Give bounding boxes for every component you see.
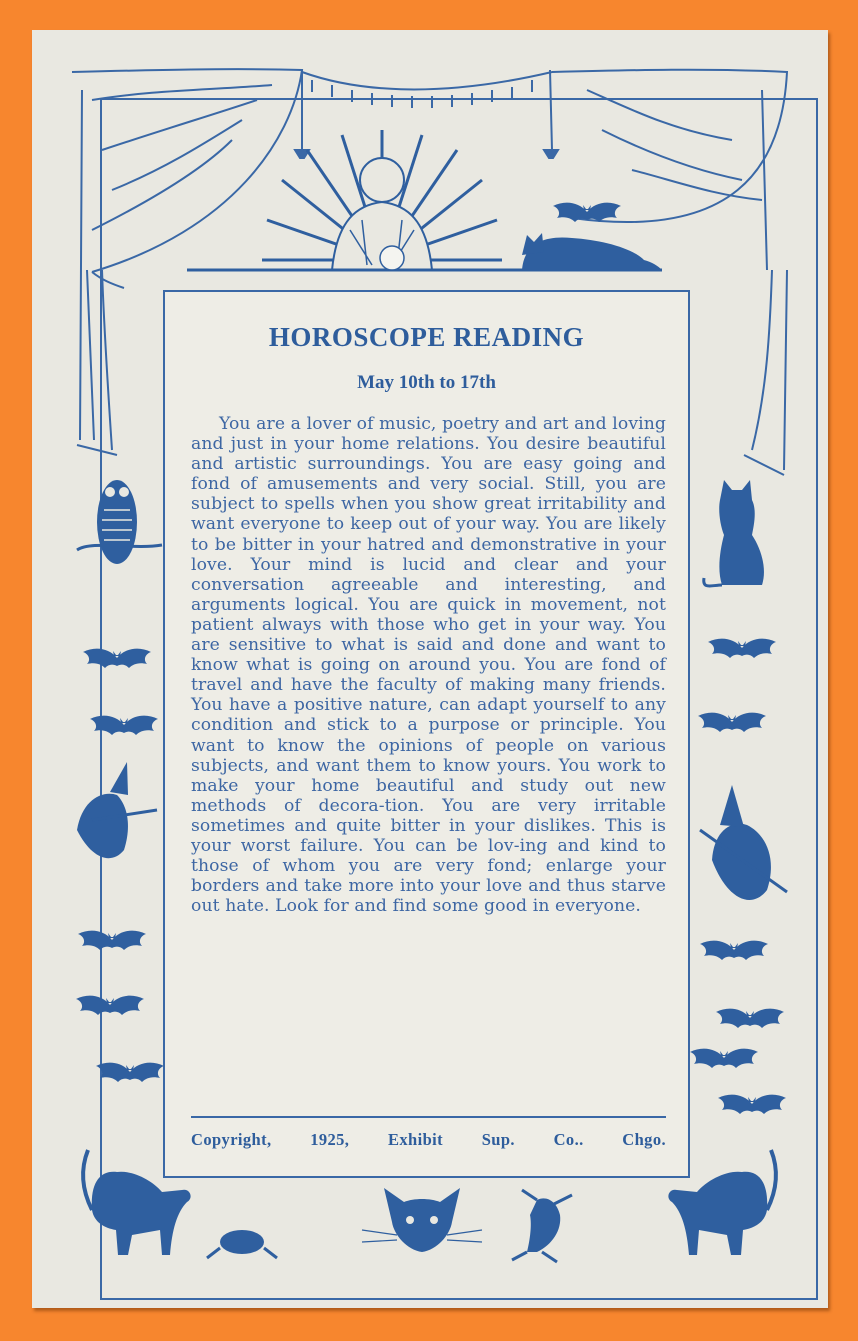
cat-icon bbox=[704, 480, 764, 586]
frog-icon bbox=[512, 1190, 572, 1262]
bat-icon bbox=[716, 1009, 784, 1028]
copyright-line: Copyright, 1925, Exhibit Sup. Co.. Chgo. bbox=[191, 1130, 666, 1149]
bat-icon bbox=[690, 1049, 758, 1068]
horoscope-card bbox=[32, 30, 828, 1308]
bat-icon bbox=[83, 649, 151, 668]
owl-icon bbox=[77, 480, 162, 564]
witch-icon bbox=[700, 785, 787, 900]
bat-icon bbox=[553, 203, 621, 222]
reading-panel bbox=[163, 290, 690, 1178]
cat-icon bbox=[522, 233, 662, 270]
page-title: HOROSCOPE READING bbox=[268, 322, 585, 352]
bat-icon bbox=[698, 713, 766, 732]
bat-icon bbox=[78, 931, 146, 950]
crystal-ball-icon bbox=[380, 246, 404, 270]
witch-icon bbox=[77, 762, 157, 858]
frog-icon bbox=[207, 1230, 277, 1258]
date-range: May 10th to 17th bbox=[357, 372, 496, 393]
bat-icon bbox=[708, 639, 776, 658]
bat-icon bbox=[76, 996, 144, 1015]
bat-icon bbox=[96, 1063, 164, 1082]
bat-icon bbox=[718, 1095, 786, 1114]
reading-text: You are a lover of music, poetry and art and loving and just in your home relations. You desire beautiful and artistic surroundings. You are easy going and fond of amusements and very social. Still, you are subject to spells when you show great irritability and want everyone to keep out of your way. You are likely to be bitter in your hatred and demonstrative in your love. Your mind is lucid and clear and your conversation agreeable and interesting, and arguments logical. You are quick in movement, not patient always with those who get in your way. You are sensitive to what is said and done and want to know what is going on around you. You are fond of travel and have the faculty of making many friends. You have a positive nature, can adapt yourself to any condition and stick to a purpose or principle. You want to know the opinions of people on various subjects, and want them to know yours. You work to make your home beautiful and study out new methods of decora-tion. You are very irritable sometimes and quite bitter in your dislikes. This is your worst failure. You can be lov-ing and kind to those of whom you are very fond; enlarge your borders and take more into your love and thus starve out hate. Look for and find some good in everyone. bbox=[191, 414, 666, 917]
cat-face-icon bbox=[362, 1188, 482, 1252]
bat-icon bbox=[700, 941, 768, 960]
divider bbox=[191, 1116, 666, 1118]
bat-icon bbox=[90, 716, 158, 735]
